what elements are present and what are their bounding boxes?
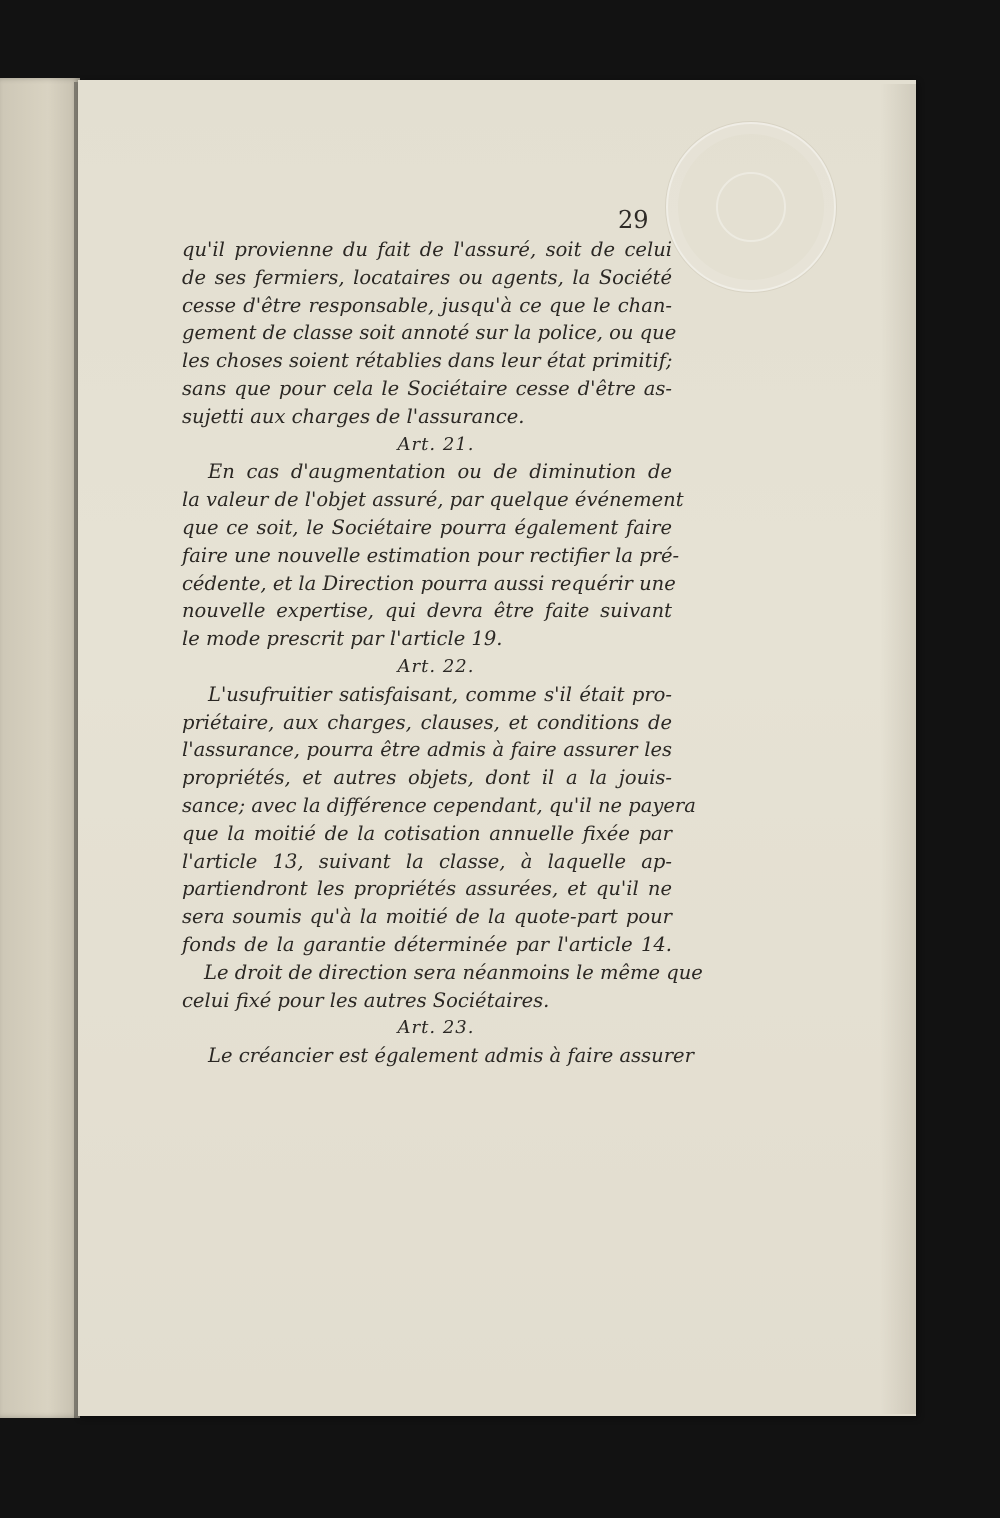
body-text: [182, 236, 703, 1070]
article-heading: Art. 22.: [397, 655, 475, 677]
text-line: partiendront les propriétés assurées, et qu'il ne: [182, 877, 672, 901]
text-line: l'assurance, pourra être admis à faire assurer les: [182, 738, 672, 762]
left-facing-page: [0, 78, 80, 1418]
text-line: nouvelle expertise, qui devra être faite suivant: [182, 599, 672, 623]
text-line: cédente, et la Direction pourra aussi requérir une: [182, 571, 676, 595]
page-number: 29: [618, 206, 649, 234]
page-edge: [880, 84, 916, 1414]
article-heading: Art. 21.: [397, 433, 475, 455]
text-line: propriétés, et autres objets, dont il a la jouis-: [182, 766, 672, 790]
text-line: Le créancier est également admis à faire assurer: [208, 1044, 694, 1068]
article-heading: Art. 23.: [397, 1017, 475, 1039]
text-line: Le droit de direction sera néanmoins le même que: [204, 960, 703, 984]
text-line: l'article 13, suivant la classe, à laquelle ap-: [182, 849, 672, 873]
text-line: le mode prescrit par l'article 19.: [182, 627, 503, 651]
text-line: la valeur de l'objet assuré, par quelque événement: [182, 488, 684, 512]
text-line: L'usufruitier satisfaisant, comme s'il était pro-: [208, 682, 672, 706]
text-line: que la moitié de la cotisation annuelle fixée par: [182, 821, 672, 845]
text-line: gement de classe soit annoté sur la police, ou que: [182, 321, 677, 345]
text-line: fonds de la garantie déterminée par l'article 14.: [182, 932, 672, 956]
text-line: sujetti aux charges de l'assurance.: [182, 404, 525, 428]
text-line: sera soumis qu'à la moitié de la quote-part pour: [182, 905, 672, 929]
text-line: faire une nouvelle estimation pour rectifier la pré-: [182, 543, 680, 567]
text-line: de ses fermiers, locataires ou agents, la Société: [182, 265, 672, 289]
text-line: En cas d'augmentation ou de diminution de: [208, 460, 672, 484]
text-line: celui fixé pour les autres Sociétaires.: [182, 988, 550, 1012]
text-line: que ce soit, le Sociétaire pourra également faire: [182, 515, 672, 539]
text-line: sans que pour cela le Sociétaire cesse d'être as-: [182, 376, 672, 400]
text-line: cesse d'être responsable, jusqu'à ce que le chan-: [182, 293, 672, 317]
text-line: les choses soient rétablies dans leur état primitif;: [182, 349, 673, 373]
embossed-seal-center: [716, 172, 786, 242]
text-line: priétaire, aux charges, clauses, et conditions de: [182, 710, 672, 734]
text-line: qu'il provienne du fait de l'assuré, soit de celui: [182, 238, 672, 261]
text-line: sance; avec la différence cependant, qu'il ne payera: [182, 793, 696, 817]
